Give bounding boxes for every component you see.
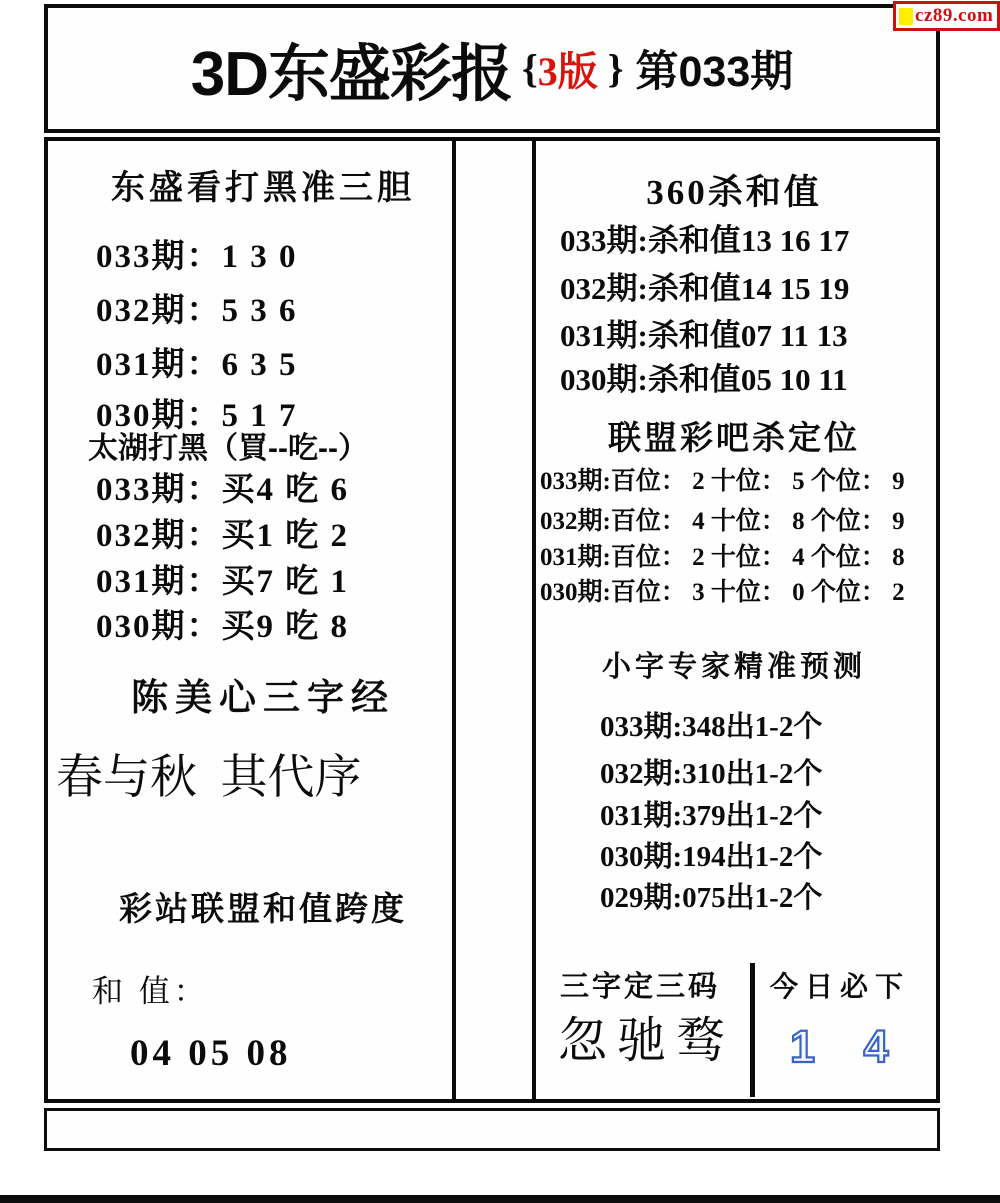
- prediction-divider: [750, 963, 755, 1097]
- bottom-edge-bar: [0, 1195, 1000, 1203]
- jinri-bixia-title: 今日必下: [770, 971, 911, 1002]
- sha-dingwei-row: 032期:百位： 4 十位： 8 个位： 9: [540, 508, 905, 535]
- sha-hezhi-row: 032期:杀和值14 15 19: [560, 271, 850, 306]
- masthead-box: [44, 4, 940, 133]
- dan-section-title: 东盛看打黑准三胆: [111, 170, 415, 207]
- sha-dingwei-row: 031期:百位： 2 十位： 4 个位： 8: [540, 544, 905, 571]
- issue-number: 第033期: [635, 48, 794, 96]
- edition-brace-close: }: [607, 46, 624, 91]
- xiaozi-row: 030期:194出1-2个: [600, 841, 823, 873]
- taihu-row: 031期：买7 吃 1: [96, 564, 349, 600]
- sha-hezhi-row: 031期:杀和值07 11 13: [560, 318, 848, 353]
- taihu-row: 032期：买1 吃 2: [96, 518, 349, 554]
- hezhi-values: 04 05 08: [130, 1033, 292, 1074]
- sha-hezhi-row: 033期:杀和值13 16 17: [560, 223, 850, 258]
- dan-row: 032期：5 3 6: [96, 293, 298, 329]
- site-badge-url[interactable]: cz89.com: [915, 5, 994, 26]
- jinri-bixia-value: 1 4: [790, 1021, 907, 1072]
- dan-row: 031期：6 3 5: [96, 347, 298, 383]
- main-content-box: [44, 137, 940, 1103]
- site-badge[interactable]: [893, 1, 1000, 31]
- hezhi-label: 和 值：: [92, 974, 209, 1009]
- sanzi-dingsanma-value: 忽驰骛: [558, 1013, 736, 1068]
- sha-dingwei-row: 030期:百位： 3 十位： 0 个位： 2: [540, 579, 905, 606]
- hezhi-section-title: 彩站联盟和值跨度: [119, 892, 407, 928]
- edition-label: 3版: [537, 49, 598, 94]
- sha-dingwei-row: 033期:百位： 2 十位： 5 个位： 9: [540, 468, 905, 495]
- sanzijing-verse: 春与秋 其代序: [56, 752, 362, 804]
- taihu-section-title: 太湖打黑（買--吃--）: [88, 432, 368, 465]
- xiaozi-title: 小字专家精准预测: [601, 651, 866, 683]
- sanzi-dingsanma-title: 三字定三码: [560, 971, 721, 1003]
- dan-row: 030期：5 1 7: [96, 398, 298, 434]
- taihu-row: 033期：买4 吃 6: [96, 472, 349, 508]
- column-divider-left: [452, 141, 456, 1099]
- dan-row: 033期：1 3 0: [96, 239, 298, 275]
- sha-hezhi-title: 360杀和值: [646, 173, 822, 212]
- xiaozi-row: 031期:379出1-2个: [600, 800, 823, 832]
- sha-hezhi-row: 030期:杀和值05 10 11: [560, 362, 848, 397]
- xiaozi-row: 032期:310出1-2个: [600, 758, 823, 790]
- sha-dingwei-title: 联盟彩吧杀定位: [608, 421, 860, 457]
- edition-brace-open: {: [521, 46, 538, 91]
- footer-strip: [44, 1108, 940, 1151]
- paper-title: 3D东盛彩报: [190, 40, 512, 109]
- sanzijing-section-title: 陈美心三字经: [131, 678, 395, 719]
- xiaozi-row: 029期:075出1-2个: [600, 882, 823, 914]
- column-divider-right: [532, 141, 536, 1099]
- taihu-row: 030期：买9 吃 8: [96, 609, 349, 645]
- badge-yellow-square-icon: [899, 8, 913, 25]
- xiaozi-row: 033期:348出1-2个: [600, 711, 823, 743]
